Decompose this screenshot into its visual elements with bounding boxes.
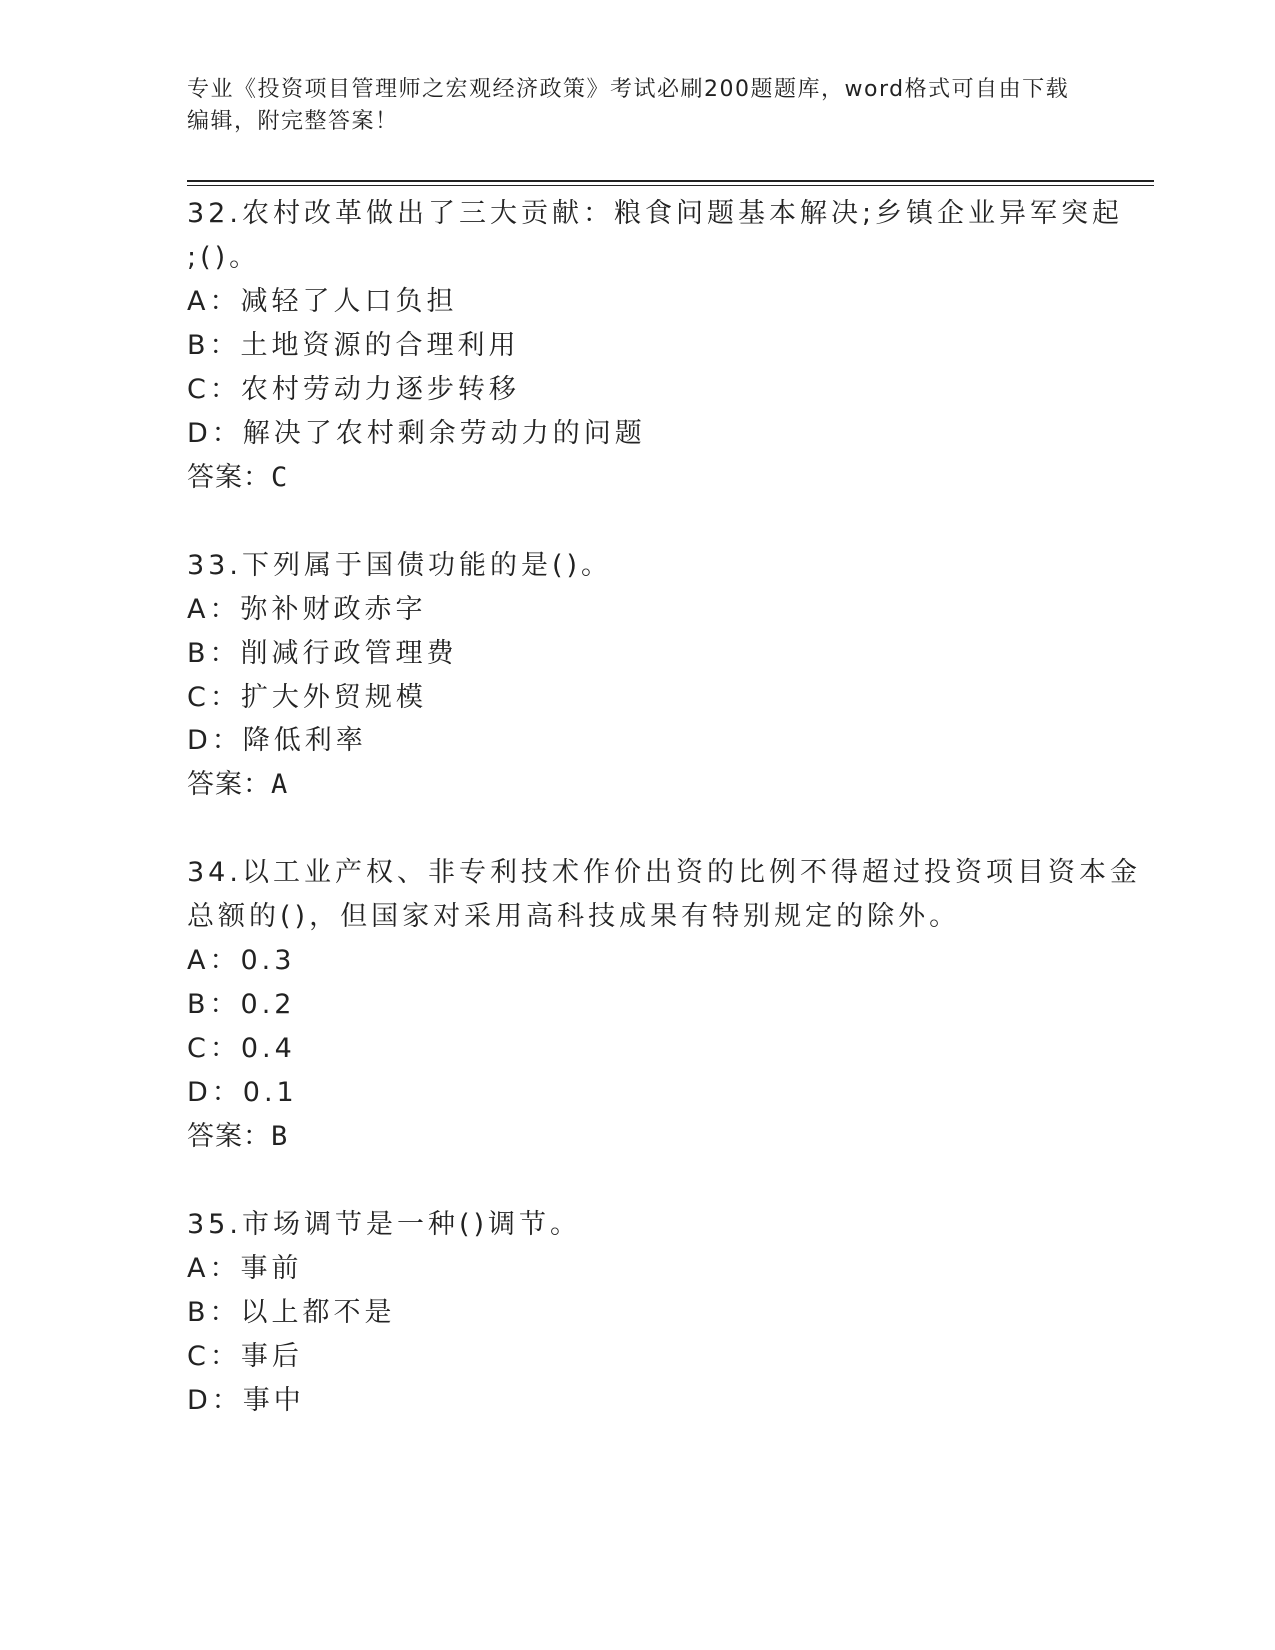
question-32-option-c: C：农村劳动力逐步转移 xyxy=(187,374,520,405)
question-34-option-d: D：0.1 xyxy=(187,1077,298,1108)
header-divider-thin xyxy=(187,185,1154,186)
question-32-option-a: A：减轻了人口负担 xyxy=(187,286,458,317)
question-33-answer xyxy=(187,769,287,801)
question-34-option-c: C：0.4 xyxy=(187,1033,296,1064)
answer-label: 答案： xyxy=(187,462,271,493)
answer-label: 答案： xyxy=(187,1121,271,1152)
answer-value: C xyxy=(271,462,288,493)
question-35-stem-line1: 35.市场调节是一种()调节。 xyxy=(187,1209,582,1240)
question-34-stem-line1: 34.以工业产权、非专利技术作价出资的比例不得超过投资项目资本金 xyxy=(187,857,1141,888)
question-32-stem-line1: 32.农村改革做出了三大贡献：粮食问题基本解决;乡镇企业异军突起 xyxy=(187,198,1124,229)
question-35-option-c: C：事后 xyxy=(187,1341,303,1372)
document-intro: 专业《投资项目管理师之宏观经济政策》考试必刷200题题库，word格式可自由下载编辑，附完整答案！ xyxy=(187,77,1070,134)
question-33-option-a: A：弥补财政赤字 xyxy=(187,594,427,625)
question-34-answer xyxy=(187,1121,287,1153)
question-35-option-a: A：事前 xyxy=(187,1253,303,1284)
header-divider-thick xyxy=(187,180,1154,182)
question-35-option-b: B：以上都不是 xyxy=(187,1297,396,1328)
question-32-stem-line2: ;()。 xyxy=(187,242,261,273)
question-33-option-c: C：扩大外贸规模 xyxy=(187,682,427,713)
question-32-option-d: D：解决了农村剩余劳动力的问题 xyxy=(187,418,646,449)
question-33-stem-line1: 33.下列属于国债功能的是()。 xyxy=(187,550,613,581)
question-35-option-d: D：事中 xyxy=(187,1385,305,1416)
question-34-stem-line2: 总额的()，但国家对采用高科技成果有特别规定的除外。 xyxy=(187,901,961,932)
answer-value: B xyxy=(271,1121,288,1152)
question-34-option-a: A：0.3 xyxy=(187,945,296,976)
question-33-option-d: D：降低利率 xyxy=(187,725,367,756)
question-34-option-b: B：0.2 xyxy=(187,989,296,1020)
question-33-option-b: B：削减行政管理费 xyxy=(187,638,458,669)
answer-value: A xyxy=(271,769,288,800)
question-32-answer xyxy=(187,462,287,494)
answer-label: 答案： xyxy=(187,769,271,800)
question-32-option-b: B：土地资源的合理利用 xyxy=(187,330,520,361)
